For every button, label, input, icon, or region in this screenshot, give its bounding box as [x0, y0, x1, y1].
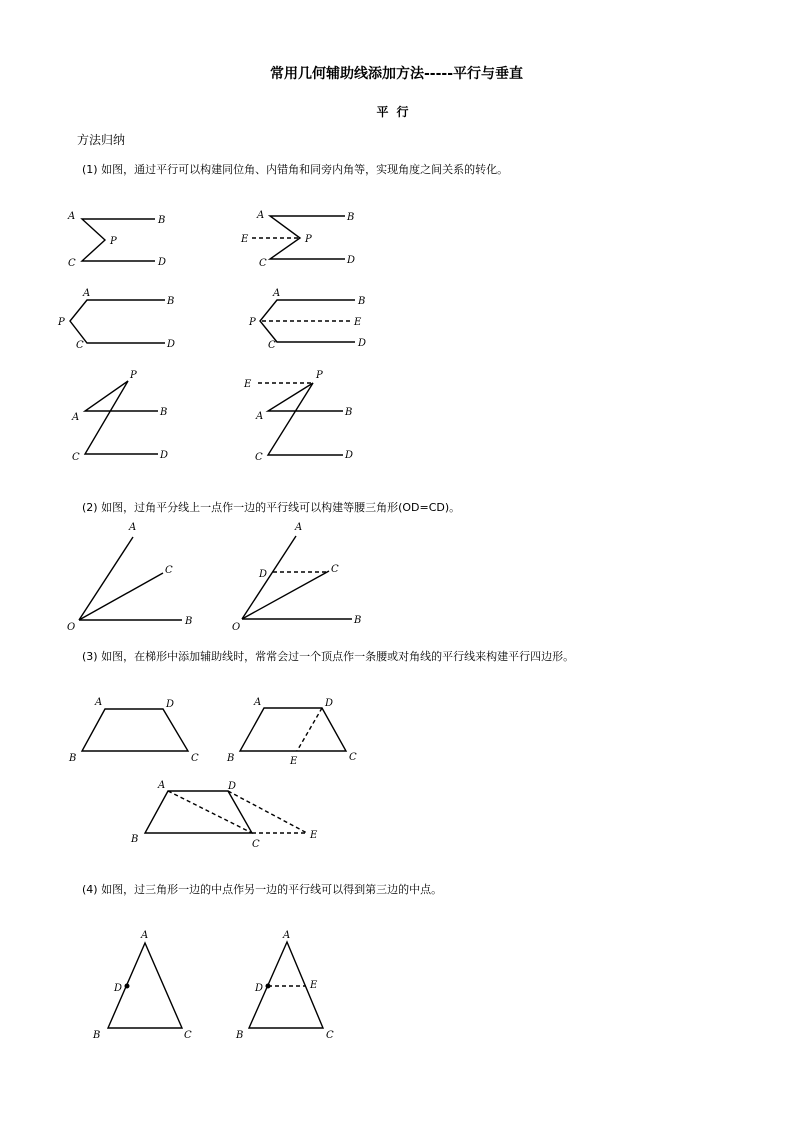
label-C: C: [331, 564, 339, 575]
label-O: O: [232, 622, 241, 633]
label-A: A: [257, 210, 265, 221]
label-B: B: [227, 753, 235, 764]
label-A: A: [158, 780, 166, 791]
label-A: A: [273, 288, 281, 299]
figure-1b: [240, 210, 355, 269]
label-B: B: [69, 753, 77, 764]
label-D: D: [158, 257, 167, 268]
label-C: C: [165, 565, 173, 576]
label-E: E: [241, 234, 249, 245]
label-D: D: [259, 569, 268, 580]
label-C: C: [259, 258, 267, 269]
figure-1d: [248, 288, 366, 351]
section-subtitle: 平行: [376, 105, 417, 119]
figure-1a-lines: [82, 219, 155, 261]
label-D: D: [167, 339, 176, 350]
label-P: P: [305, 234, 312, 245]
section-heading: 方法归纳: [77, 133, 126, 147]
label-P: P: [110, 236, 117, 247]
label-E: E: [310, 980, 318, 991]
label-C: C: [76, 340, 84, 351]
figure-1f-lines: [268, 383, 343, 455]
label-A: A: [129, 522, 137, 533]
label-C: C: [68, 258, 76, 269]
label-A: A: [141, 930, 149, 941]
figure-1e: [71, 370, 168, 463]
label-A: A: [256, 411, 264, 422]
figure-1c: [57, 288, 175, 351]
figure-3a: [68, 697, 199, 764]
label-B: B: [347, 212, 355, 223]
label-P: P: [316, 370, 323, 381]
label-B: B: [345, 407, 353, 418]
label-P: P: [58, 317, 65, 328]
label-A: A: [295, 522, 303, 533]
label-B: B: [167, 296, 175, 307]
label-B: B: [160, 407, 168, 418]
label-D: D: [358, 338, 367, 349]
figure-2a: [67, 522, 192, 633]
label-A: A: [283, 930, 291, 941]
figure-1a: [67, 211, 166, 269]
page-title: 常用几何辅助线添加方法-----平行与垂直: [269, 66, 524, 82]
label-C: C: [349, 752, 357, 763]
paragraph-4: (4) 如图，过三角形一边的中点作另一边的平行线可以得到第三边的中点。: [82, 883, 443, 896]
figure-1c-lines: [70, 300, 165, 343]
label-D: D: [160, 450, 169, 461]
figure-1f: [243, 370, 353, 463]
label-A: A: [254, 697, 262, 708]
label-D: D: [114, 983, 123, 994]
label-D: D: [347, 255, 356, 266]
label-A: A: [95, 697, 103, 708]
label-E: E: [290, 756, 298, 767]
label-C: C: [326, 1030, 334, 1041]
label-D: D: [255, 983, 264, 994]
label-C: C: [191, 753, 199, 764]
label-O: O: [67, 622, 76, 633]
midpoint-dot: [266, 984, 271, 989]
figure-4b: [235, 930, 334, 1041]
figure-3b: [226, 697, 357, 767]
label-B: B: [93, 1030, 101, 1041]
label-B: B: [354, 615, 362, 626]
label-C: C: [72, 452, 80, 463]
paragraph-3: (3) 如图，在梯形中添加辅助线时，常常会过一个顶点作一条腰或对角线的平行线来构建平行四边形。: [82, 650, 575, 663]
figure-4a: [92, 930, 192, 1041]
label-C: C: [252, 839, 260, 850]
midpoint-dot: [125, 984, 130, 989]
label-A: A: [83, 288, 91, 299]
label-E: E: [244, 379, 252, 390]
figure-1e-lines: [85, 381, 158, 454]
label-B: B: [131, 834, 139, 845]
label-B: B: [185, 616, 193, 627]
label-E: E: [310, 830, 318, 841]
figure-2b: [232, 522, 361, 633]
label-B: B: [358, 296, 366, 307]
label-D: D: [325, 698, 334, 709]
paragraph-1: (1) 如图，通过平行可以构建同位角、内错角和同旁内角等，实现角度之间关系的转化。: [82, 163, 509, 176]
label-D: D: [228, 781, 237, 792]
label-D: D: [345, 450, 354, 461]
paragraph-2: (2) 如图，过角平分线上一点作一边的平行线可以构建等腰三角形(OD=CD)。: [82, 501, 461, 514]
label-A: A: [72, 412, 80, 423]
label-D: D: [166, 699, 175, 710]
label-P: P: [130, 370, 137, 381]
label-P: P: [249, 317, 256, 328]
label-C: C: [268, 340, 276, 351]
label-C: C: [255, 452, 263, 463]
label-E: E: [354, 317, 362, 328]
label-B: B: [236, 1030, 244, 1041]
label-C: C: [184, 1030, 192, 1041]
label-A: A: [68, 211, 76, 222]
label-B: B: [158, 215, 166, 226]
figure-3c: [130, 780, 318, 850]
figure-3b-dashed: [297, 708, 322, 751]
